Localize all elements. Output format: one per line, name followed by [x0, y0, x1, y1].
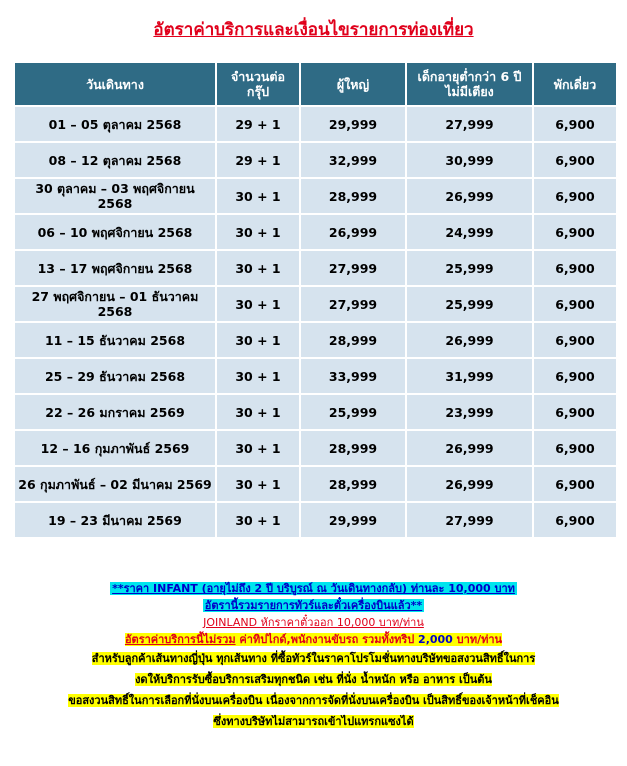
- cell-adult: 27,999: [301, 287, 405, 321]
- cell-group: 29 + 1: [217, 107, 299, 141]
- cell-date: 12 – 16 กุมภาพันธ์ 2569: [15, 431, 215, 465]
- cell-group: 30 + 1: [217, 467, 299, 501]
- cell-group: 29 + 1: [217, 143, 299, 177]
- cell-date: 27 พฤศจิกายน – 01 ธันวาคม 2568: [15, 287, 215, 321]
- table-row: [15, 431, 616, 465]
- cell-group: 30 + 1: [217, 503, 299, 537]
- cell-child: 23,999: [407, 395, 532, 429]
- cell-adult: 29,999: [301, 107, 405, 141]
- cell-adult: 32,999: [301, 143, 405, 177]
- cell-child: 26,999: [407, 323, 532, 357]
- cell-date: 22 – 26 มกราคม 2569: [15, 395, 215, 429]
- cell-child: 25,999: [407, 251, 532, 285]
- cell-single: 6,900: [534, 251, 616, 285]
- joinland-note: JOINLAND หักราคาตั๋วออก 10,000 บาท/ท่าน: [203, 616, 424, 629]
- header-date: วันเดินทาง: [15, 63, 215, 105]
- cell-child: 26,999: [407, 179, 532, 213]
- header-adult: ผู้ใหญ่: [301, 63, 405, 105]
- cell-adult: 28,999: [301, 467, 405, 501]
- cell-adult: 28,999: [301, 431, 405, 465]
- table-row: [15, 143, 616, 177]
- cell-date: 01 – 05 ตุลาคม 2568: [15, 107, 215, 141]
- cell-child: 26,999: [407, 431, 532, 465]
- cell-group: 30 + 1: [217, 251, 299, 285]
- cell-single: 6,900: [534, 215, 616, 249]
- cell-date: 08 – 12 ตุลาคม 2568: [15, 143, 215, 177]
- infant-note: **ราคา INFANT (อายุไม่ถึง 2 ปี บริบูรณ์ ณ วันเดินทางกลับ) ท่านละ 10,000 บาท: [112, 582, 515, 595]
- table-row: [15, 323, 616, 357]
- table-row: [15, 179, 616, 213]
- cell-child: 25,999: [407, 287, 532, 321]
- header-single: พักเดี่ยว: [534, 63, 616, 105]
- cell-date: 19 – 23 มีนาคม 2569: [15, 503, 215, 537]
- table-row: [15, 503, 616, 537]
- condition-line-1: สำหรับลูกค้าเส้นทางญี่ปุ่น ทุกเส้นทาง ที่ซื้อทัวร์ในราคาโปรโมชั่นทางบริษัทขอสงวนสิทธิ์ในการ: [91, 652, 536, 665]
- cell-single: 6,900: [534, 143, 616, 177]
- cell-group: 30 + 1: [217, 395, 299, 429]
- cell-single: 6,900: [534, 323, 616, 357]
- table-row: [15, 395, 616, 429]
- cell-child: 31,999: [407, 359, 532, 393]
- cell-date: 13 – 17 พฤศจิกายน 2568: [15, 251, 215, 285]
- cell-group: 30 + 1: [217, 323, 299, 357]
- cell-child: 30,999: [407, 143, 532, 177]
- cell-single: 6,900: [534, 431, 616, 465]
- cell-date: 11 – 15 ธันวาคม 2568: [15, 323, 215, 357]
- condition-line-2: งดให้บริการรับซื้อบริการเสริมทุกชนิด เช่น ที่นั่ง น้ำหนัก หรือ อาหาร เป็นต้น: [135, 673, 492, 686]
- cell-date: 26 กุมภาพันธ์ – 02 มีนาคม 2569: [15, 467, 215, 501]
- tip-note: อัตราค่าบริการนี้ไม่รวม ค่าทิปไกด์,พนักงานขับรถ รวมทั้งทริป 2,000 บาท/ท่าน: [124, 633, 503, 646]
- cell-group: 30 + 1: [217, 287, 299, 321]
- cell-date: 06 – 10 พฤศจิกายน 2568: [15, 215, 215, 249]
- cell-adult: 29,999: [301, 503, 405, 537]
- table-row: [15, 215, 616, 249]
- condition-line-3: ขอสงวนสิทธิ์ในการเลือกที่นั่งบนเครื่องบิน เนื่องจากการจัดที่นั่งบนเครื่องบิน เป็นสิทธิ์ของเจ้าหน้าที่เช็คอิน: [68, 694, 559, 707]
- cell-adult: 33,999: [301, 359, 405, 393]
- cell-adult: 26,999: [301, 215, 405, 249]
- cell-single: 6,900: [534, 359, 616, 393]
- table-row: [15, 107, 616, 141]
- cell-adult: 28,999: [301, 323, 405, 357]
- cell-single: 6,900: [534, 179, 616, 213]
- cell-date: 30 ตุลาคม – 03 พฤศจิกายน 2568: [15, 179, 215, 213]
- cell-child: 24,999: [407, 215, 532, 249]
- price-table: [13, 61, 618, 539]
- table-row: [15, 359, 616, 393]
- cell-group: 30 + 1: [217, 359, 299, 393]
- cell-single: 6,900: [534, 503, 616, 537]
- cell-single: 6,900: [534, 395, 616, 429]
- table-row: [15, 251, 616, 285]
- cell-child: 26,999: [407, 467, 532, 501]
- notes-block: [0, 580, 627, 730]
- cell-date: 25 – 29 ธันวาคม 2568: [15, 359, 215, 393]
- cell-single: 6,900: [534, 107, 616, 141]
- cell-child: 27,999: [407, 107, 532, 141]
- table-header-row: [15, 63, 616, 105]
- header-child: เด็กอายุต่ำกว่า 6 ปี ไม่มีเตียง: [407, 63, 532, 105]
- cell-group: 30 + 1: [217, 179, 299, 213]
- cell-adult: 25,999: [301, 395, 405, 429]
- header-group: จำนวนต่อ กรุ๊ป: [217, 63, 299, 105]
- cell-single: 6,900: [534, 287, 616, 321]
- condition-line-4: ซึ่งทางบริษัทไม่สามารถเข้าไปแทรกแซงได้: [213, 715, 414, 728]
- table-row: [15, 467, 616, 501]
- table-row: [15, 287, 616, 321]
- cell-group: 30 + 1: [217, 431, 299, 465]
- cell-child: 27,999: [407, 503, 532, 537]
- cell-group: 30 + 1: [217, 215, 299, 249]
- cell-adult: 27,999: [301, 251, 405, 285]
- cell-single: 6,900: [534, 467, 616, 501]
- infant-note-2: อัตรานี้รวมรายการทัวร์และตั๋วเครื่องบินแล้ว**: [204, 599, 423, 612]
- cell-adult: 28,999: [301, 179, 405, 213]
- page-title: อัตราค่าบริการและเงื่อนไขรายการท่องเที่ยว: [153, 20, 474, 40]
